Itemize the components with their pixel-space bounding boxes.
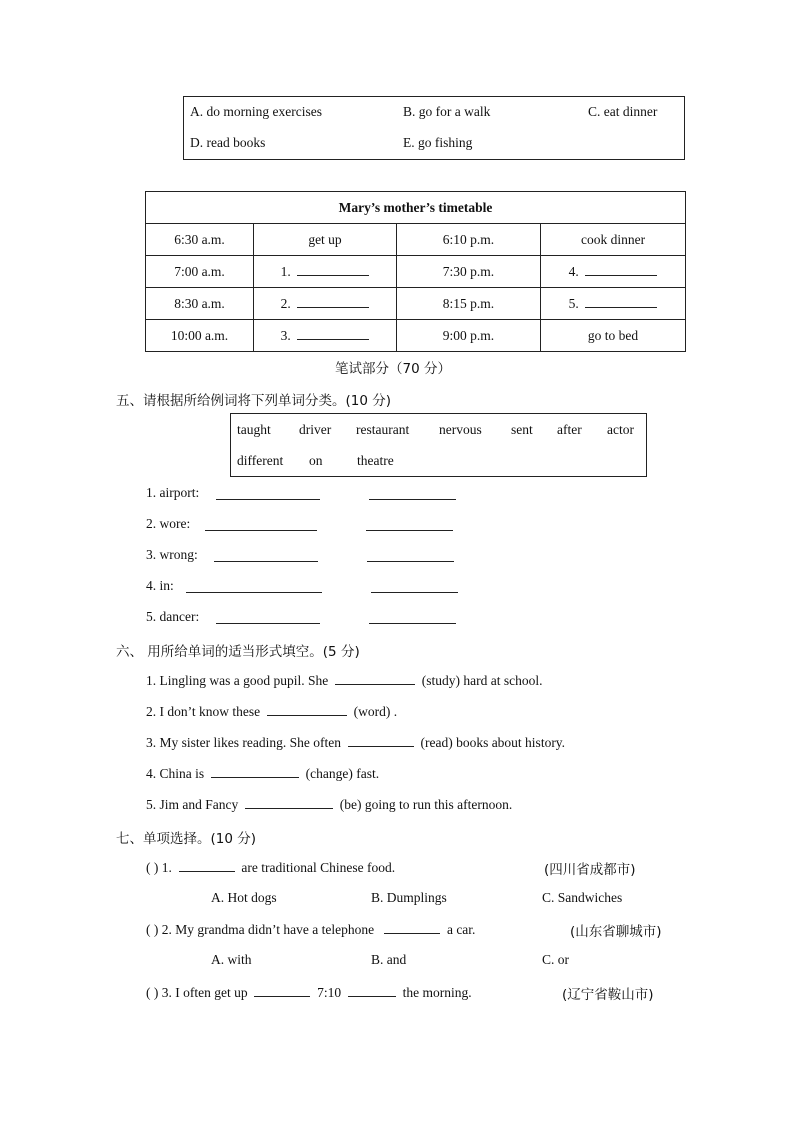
word-bank-word: on [309, 453, 323, 468]
classify-item-3: 3. wrong: [146, 547, 198, 562]
source-label: (辽宁省鞍山市) [562, 987, 654, 1003]
answer-blank[interactable] [216, 611, 320, 624]
answer-blank[interactable] [585, 295, 657, 308]
activity-cell: get up [254, 224, 397, 256]
answer-blank[interactable] [371, 580, 458, 593]
answer-blank[interactable] [297, 295, 369, 308]
fill-question-4: 4. China is (change) fast. [146, 766, 380, 781]
word-bank-word: sent [511, 422, 533, 437]
source-label: (四川省成都市) [544, 862, 636, 878]
answer-blank[interactable] [297, 263, 369, 276]
activity-cell[interactable]: 4. [541, 256, 686, 288]
classify-item-5: 5. dancer: [146, 609, 200, 624]
activity-cell[interactable]: 2. [254, 288, 397, 320]
classify-item-1: 1. airport: [146, 485, 200, 500]
fill-question-5: 5. Jim and Fancy (be) going to run this afternoon. [146, 797, 513, 812]
table-row [146, 320, 686, 352]
answer-blank[interactable] [367, 549, 454, 562]
choice-question-3: ( ) 3. I often get up 7:10 the morning. [146, 985, 472, 1000]
time-cell: 10:00 a.m. [146, 320, 254, 352]
option-b: B. go for a walk [403, 104, 491, 119]
option-e: E. go fishing [403, 135, 473, 150]
answer-blank[interactable] [245, 796, 333, 809]
choice-question-2: ( ) 2. My grandma didn’t have a telephone a car. [146, 922, 476, 937]
answer-blank[interactable] [348, 984, 396, 997]
time-cell: 6:30 a.m. [146, 224, 254, 256]
word-bank-word: actor [607, 422, 634, 437]
answer-blank[interactable] [369, 487, 456, 500]
fill-question-3: 3. My sister likes reading. She often (read) books about history. [146, 735, 566, 750]
answer-blank[interactable] [179, 859, 235, 872]
answer-blank[interactable] [216, 487, 320, 500]
word-bank-word: different [237, 453, 284, 468]
answer-blank[interactable] [348, 734, 414, 747]
source-label: (山东省聊城市) [570, 924, 662, 940]
table-row [146, 256, 686, 288]
word-bank-word: nervous [439, 422, 482, 437]
choice-option[interactable]: C. Sandwiches [542, 890, 623, 905]
answer-blank[interactable] [366, 518, 453, 531]
fill-question-1: 1. Lingling was a good pupil. She (study) hard at school. [146, 673, 543, 688]
time-cell: 8:30 a.m. [146, 288, 254, 320]
answer-blank[interactable] [335, 672, 415, 685]
time-cell: 7:00 a.m. [146, 256, 254, 288]
word-bank-word: theatre [357, 453, 394, 468]
answer-blank[interactable] [211, 765, 299, 778]
answer-blank[interactable] [186, 580, 322, 593]
table-row [146, 224, 686, 256]
time-cell: 7:30 p.m. [397, 256, 541, 288]
option-a: A. do morning exercises [190, 104, 322, 119]
choice-option[interactable]: B. Dumplings [371, 890, 447, 905]
section5-heading: 五、请根据所给例词将下列单词分类。(10 分) [116, 393, 392, 409]
activity-cell[interactable]: 3. [254, 320, 397, 352]
time-cell: 6:10 p.m. [397, 224, 541, 256]
answer-blank[interactable] [384, 921, 440, 934]
answer-blank[interactable] [297, 327, 369, 340]
timetable-title: Mary’s mother’s timetable [146, 192, 686, 224]
time-cell: 9:00 p.m. [397, 320, 541, 352]
section7-heading: 七、单项选择。(10 分) [116, 831, 257, 847]
choice-option[interactable]: B. and [371, 952, 407, 967]
option-c: C. eat dinner [588, 104, 658, 119]
classify-item-4: 4. in: [146, 578, 174, 593]
answer-blank[interactable] [369, 611, 456, 624]
answer-blank[interactable] [214, 549, 318, 562]
activity-cell: go to bed [541, 320, 686, 352]
answer-blank[interactable] [254, 984, 310, 997]
time-cell: 8:15 p.m. [397, 288, 541, 320]
activity-cell[interactable]: 5. [541, 288, 686, 320]
written-part-title: 笔试部分（70 分） [335, 361, 451, 377]
activity-cell[interactable]: 1. [254, 256, 397, 288]
classify-item-2: 2. wore: [146, 516, 191, 531]
answer-blank[interactable] [267, 703, 347, 716]
word-bank-word: taught [237, 422, 271, 437]
choice-question-1: ( ) 1. are traditional Chinese food. [146, 860, 396, 875]
word-bank-word: restaurant [356, 422, 410, 437]
option-d: D. read books [190, 135, 266, 150]
choice-option[interactable]: A. with [211, 952, 252, 967]
choice-option[interactable]: A. Hot dogs [211, 890, 277, 905]
answer-blank[interactable] [205, 518, 317, 531]
section6-heading: 六、 用所给单词的适当形式填空。(5 分) [116, 644, 360, 660]
fill-question-2: 2. I don’t know these (word) . [146, 704, 398, 719]
word-bank-word: after [557, 422, 582, 437]
choice-option[interactable]: C. or [542, 952, 569, 967]
activity-cell: cook dinner [541, 224, 686, 256]
timetable [145, 191, 686, 352]
answer-blank[interactable] [585, 263, 657, 276]
table-row [146, 288, 686, 320]
word-bank-word: driver [299, 422, 332, 437]
